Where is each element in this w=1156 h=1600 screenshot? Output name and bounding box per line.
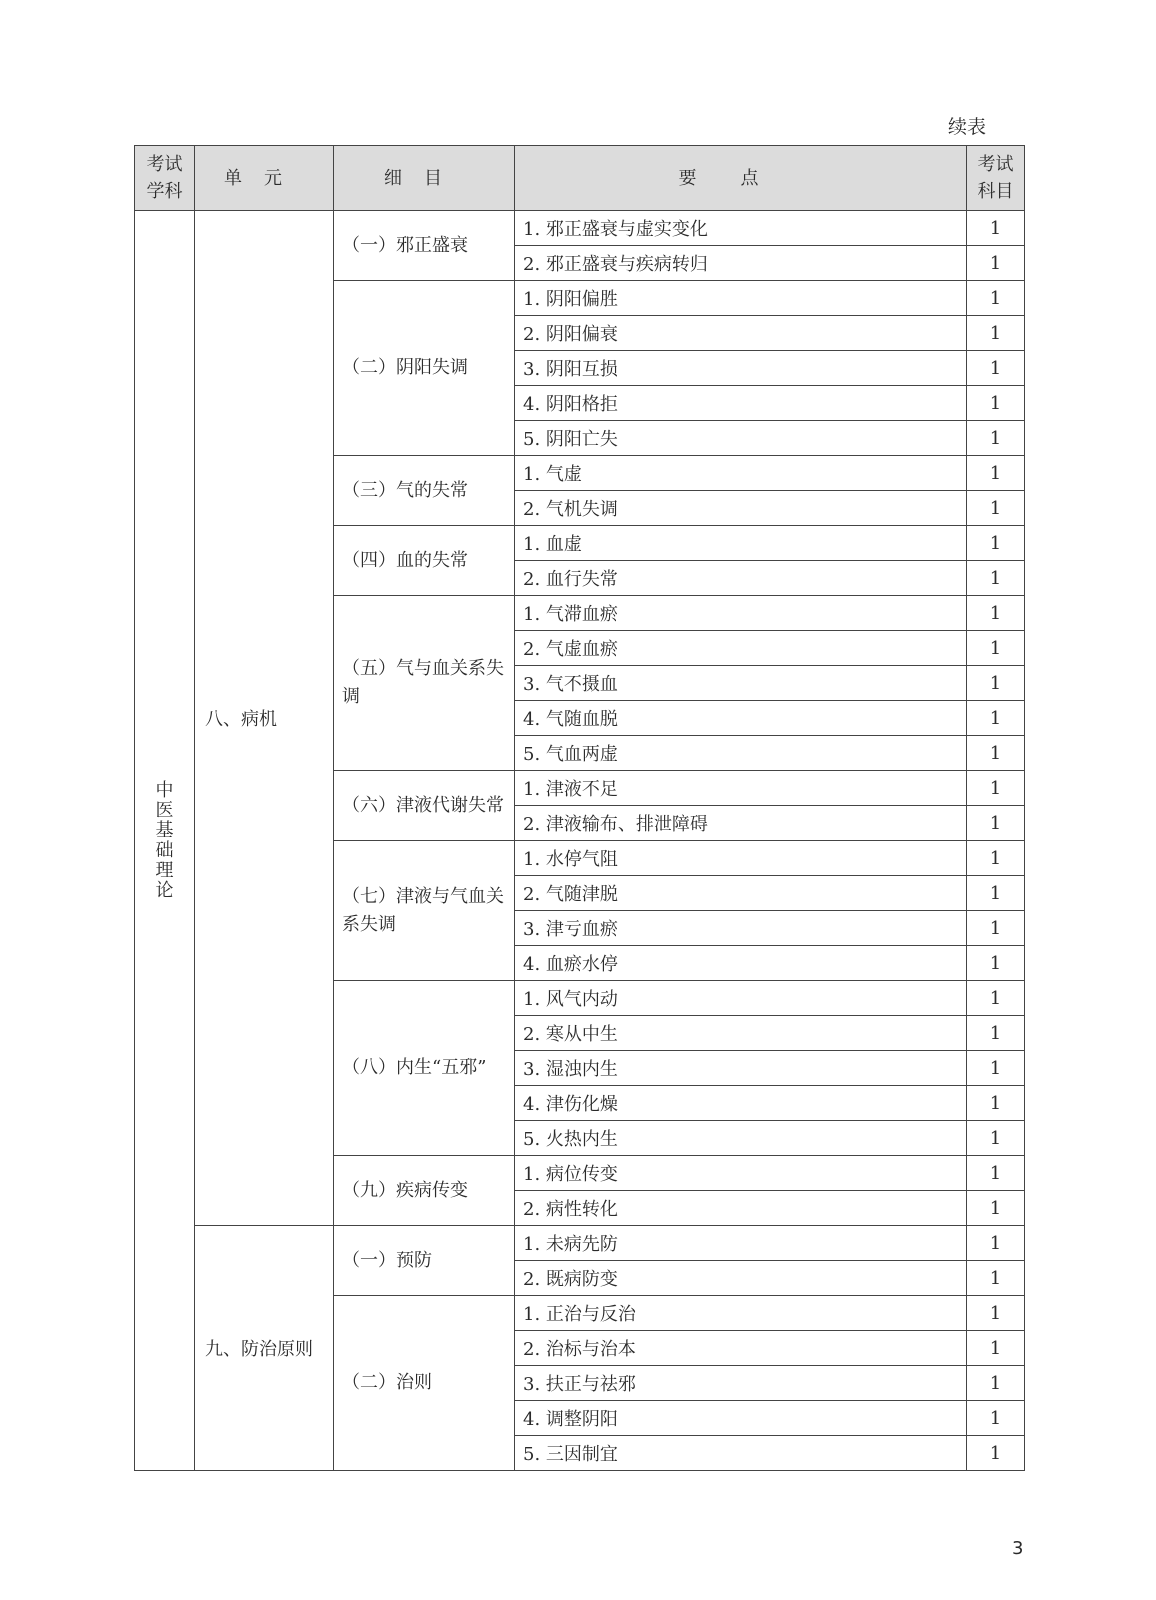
key-point-cell: 3. 气不摄血 xyxy=(515,666,967,701)
detail-cell: （一）邪正盛衰 xyxy=(334,211,515,281)
key-point-cell: 1. 病位传变 xyxy=(515,1156,967,1191)
subject-cell: 中医基础理论 xyxy=(135,211,195,1471)
key-point-cell: 1. 津液不足 xyxy=(515,771,967,806)
key-point-cell: 1. 未病先防 xyxy=(515,1226,967,1261)
key-point-cell: 2. 津液输布、排泄障碍 xyxy=(515,806,967,841)
key-point-cell: 5. 阴阳亡失 xyxy=(515,421,967,456)
page-number: 3 xyxy=(1012,1538,1024,1559)
header-detail: 细目 xyxy=(334,146,515,211)
exam-subject-cell: 1 xyxy=(967,281,1025,316)
table-row xyxy=(135,1226,1025,1261)
exam-subject-cell: 1 xyxy=(967,806,1025,841)
exam-subject-cell: 1 xyxy=(967,1226,1025,1261)
exam-subject-cell: 1 xyxy=(967,351,1025,386)
key-point-cell: 3. 津亏血瘀 xyxy=(515,911,967,946)
key-point-cell: 2. 病性转化 xyxy=(515,1191,967,1226)
key-point-cell: 4. 阴阳格拒 xyxy=(515,386,967,421)
exam-subject-cell: 1 xyxy=(967,1121,1025,1156)
exam-subject-cell: 1 xyxy=(967,771,1025,806)
exam-subject-cell: 1 xyxy=(967,666,1025,701)
header-subject: 考试 学科 xyxy=(135,146,195,211)
key-point-cell: 1. 水停气阻 xyxy=(515,841,967,876)
key-point-cell: 1. 邪正盛衰与虚实变化 xyxy=(515,211,967,246)
detail-cell: （四）血的失常 xyxy=(334,526,515,596)
table-row xyxy=(135,211,1025,246)
key-point-cell: 2. 气虚血瘀 xyxy=(515,631,967,666)
key-point-cell: 2. 治标与治本 xyxy=(515,1331,967,1366)
exam-subject-cell: 1 xyxy=(967,596,1025,631)
exam-subject-cell: 1 xyxy=(967,736,1025,771)
unit-cell: 九、防治原则 xyxy=(195,1226,334,1471)
key-point-cell: 5. 火热内生 xyxy=(515,1121,967,1156)
key-point-cell: 1. 血虚 xyxy=(515,526,967,561)
key-point-cell: 2. 气随津脱 xyxy=(515,876,967,911)
exam-subject-cell: 1 xyxy=(967,701,1025,736)
key-point-cell: 4. 血瘀水停 xyxy=(515,946,967,981)
key-point-cell: 1. 风气内动 xyxy=(515,981,967,1016)
key-point-cell: 4. 津伤化燥 xyxy=(515,1086,967,1121)
key-point-cell: 1. 阴阳偏胜 xyxy=(515,281,967,316)
detail-cell: （二）阴阳失调 xyxy=(334,281,515,456)
key-point-cell: 1. 正治与反治 xyxy=(515,1296,967,1331)
detail-cell: （九）疾病传变 xyxy=(334,1156,515,1226)
key-point-cell: 2. 阴阳偏衰 xyxy=(515,316,967,351)
exam-subject-cell: 1 xyxy=(967,1296,1025,1331)
key-point-cell: 4. 调整阴阳 xyxy=(515,1401,967,1436)
exam-subject-cell: 1 xyxy=(967,1086,1025,1121)
continued-label: 续表 xyxy=(948,116,987,138)
detail-cell: （一）预防 xyxy=(334,1226,515,1296)
exam-subject-cell: 1 xyxy=(967,526,1025,561)
exam-subject-cell: 1 xyxy=(967,631,1025,666)
key-point-cell: 2. 血行失常 xyxy=(515,561,967,596)
exam-subject-cell: 1 xyxy=(967,1261,1025,1296)
key-point-cell: 5. 气血两虚 xyxy=(515,736,967,771)
syllabus-table xyxy=(134,145,1025,1471)
exam-subject-cell: 1 xyxy=(967,246,1025,281)
exam-subject-cell: 1 xyxy=(967,1366,1025,1401)
exam-subject-cell: 1 xyxy=(967,1401,1025,1436)
exam-subject-cell: 1 xyxy=(967,911,1025,946)
key-point-cell: 2. 邪正盛衰与疾病转归 xyxy=(515,246,967,281)
exam-subject-cell: 1 xyxy=(967,421,1025,456)
header-exam: 考试 科目 xyxy=(967,146,1025,211)
exam-subject-cell: 1 xyxy=(967,561,1025,596)
exam-subject-cell: 1 xyxy=(967,1156,1025,1191)
header-unit: 单元 xyxy=(195,146,334,211)
unit-cell: 八、病机 xyxy=(195,211,334,1226)
key-point-cell: 4. 气随血脱 xyxy=(515,701,967,736)
exam-subject-cell: 1 xyxy=(967,841,1025,876)
key-point-cell: 2. 寒从中生 xyxy=(515,1016,967,1051)
exam-subject-cell: 1 xyxy=(967,981,1025,1016)
key-point-cell: 1. 气虚 xyxy=(515,456,967,491)
key-point-cell: 3. 阴阳互损 xyxy=(515,351,967,386)
exam-subject-cell: 1 xyxy=(967,316,1025,351)
key-point-cell: 1. 气滞血瘀 xyxy=(515,596,967,631)
exam-subject-cell: 1 xyxy=(967,1191,1025,1226)
exam-subject-cell: 1 xyxy=(967,456,1025,491)
exam-subject-cell: 1 xyxy=(967,1051,1025,1086)
exam-subject-cell: 1 xyxy=(967,386,1025,421)
exam-subject-cell: 1 xyxy=(967,1016,1025,1051)
exam-subject-cell: 1 xyxy=(967,491,1025,526)
key-point-cell: 3. 扶正与祛邪 xyxy=(515,1366,967,1401)
detail-cell: （七）津液与气血关系失调 xyxy=(334,841,515,981)
exam-subject-cell: 1 xyxy=(967,211,1025,246)
header-points: 要点 xyxy=(515,146,967,211)
detail-cell: （三）气的失常 xyxy=(334,456,515,526)
key-point-cell: 3. 湿浊内生 xyxy=(515,1051,967,1086)
key-point-cell: 2. 既病防变 xyxy=(515,1261,967,1296)
detail-cell: （六）津液代谢失常 xyxy=(334,771,515,841)
detail-cell: （五）气与血关系失调 xyxy=(334,596,515,771)
key-point-cell: 5. 三因制宜 xyxy=(515,1436,967,1471)
exam-subject-cell: 1 xyxy=(967,1436,1025,1471)
table-header-row xyxy=(135,146,1025,211)
exam-subject-cell: 1 xyxy=(967,946,1025,981)
key-point-cell: 2. 气机失调 xyxy=(515,491,967,526)
detail-cell: （八）内生“五邪” xyxy=(334,981,515,1156)
exam-subject-cell: 1 xyxy=(967,1331,1025,1366)
detail-cell: （二）治则 xyxy=(334,1296,515,1471)
exam-subject-cell: 1 xyxy=(967,876,1025,911)
